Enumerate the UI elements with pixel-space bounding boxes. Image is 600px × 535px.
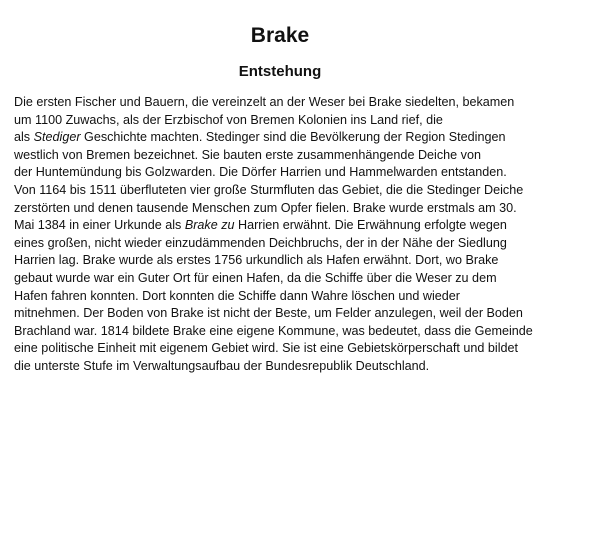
paragraph-line: der Huntemündung bis Golzwarden. Die Dörfer Harrien und Hammelwarden entstanden. — [14, 165, 507, 180]
paragraph-line: die unterste Stufe im Verwaltungsaufbau der Bundesrepublik Deutschland. — [14, 358, 430, 373]
paragraph-line: eine politische Einheit mit eigenem Gebiet wird. Sie ist eine Gebietskörperschaft und bildet — [14, 341, 519, 356]
paragraph-line: um 1100 Zuwachs, als der Erzbischof von Bremen Kolonien ins Land rief, die — [14, 112, 443, 127]
paragraph-line: Von 1164 bis 1511 überfluteten vier große Sturmfluten das Gebiet, die die Stedinger Deiche — [14, 182, 524, 197]
paragraph-line: gebaut wurde war ein Guter Ort für einen Hafen, da die Schiffe über die Weser zu dem — [14, 270, 497, 285]
italic-term: Stediger — [33, 130, 81, 145]
document-title: Brake — [250, 24, 310, 47]
paragraph-line: Harrien lag. Brake wurde als erstes 1756 urkundlich als Hafen erwähnt. Dort, wo Brake — [14, 253, 499, 268]
line-text-segment: als — [14, 130, 34, 145]
paragraph-line: eines großen, nicht wieder einzudämmenden Deichbruchs, der in der Nähe der Siedlung — [14, 235, 507, 250]
paragraph-line: Brachland war. 1814 bildete Brake eine eigene Kommune, was bedeutet, dass die Gemeinde — [14, 323, 533, 338]
section-heading: Entstehung — [238, 63, 322, 80]
paragraph-line — [14, 129, 589, 147]
paragraph-line: westlich von Bremen bezeichnet. Sie bauten erste zusammenhängende Deiche von — [14, 147, 481, 162]
paragraph-line — [14, 217, 589, 235]
line-text-segment: Mai 1384 in einer Urkunde als — [14, 218, 185, 233]
paragraph-line: mitnehmen. Der Boden von Brake ist nicht der Beste, um Felder anzulegen, weil der Boden — [14, 306, 523, 321]
italic-term: Brake zu — [184, 218, 235, 233]
paragraph-line: Hafen fahren konnten. Dort konnten die Schiffe dann Wahre löschen und wieder — [14, 288, 460, 303]
paragraph-line: zerstörten und denen tausende Menschen zum Opfer fielen. Brake wurde erstmals am 30. — [14, 200, 517, 215]
line-text-segment: Harrien erwähnt. Die Erwähnung erfolgte wegen — [234, 218, 507, 233]
body-paragraph — [14, 94, 589, 376]
line-text-segment: Geschichte machten. Stedinger sind die Bevölkerung der Region Stedingen — [80, 130, 506, 145]
paragraph-line: Die ersten Fischer und Bauern, die vereinzelt an der Weser bei Brake siedelten, bekamen — [14, 95, 515, 109]
